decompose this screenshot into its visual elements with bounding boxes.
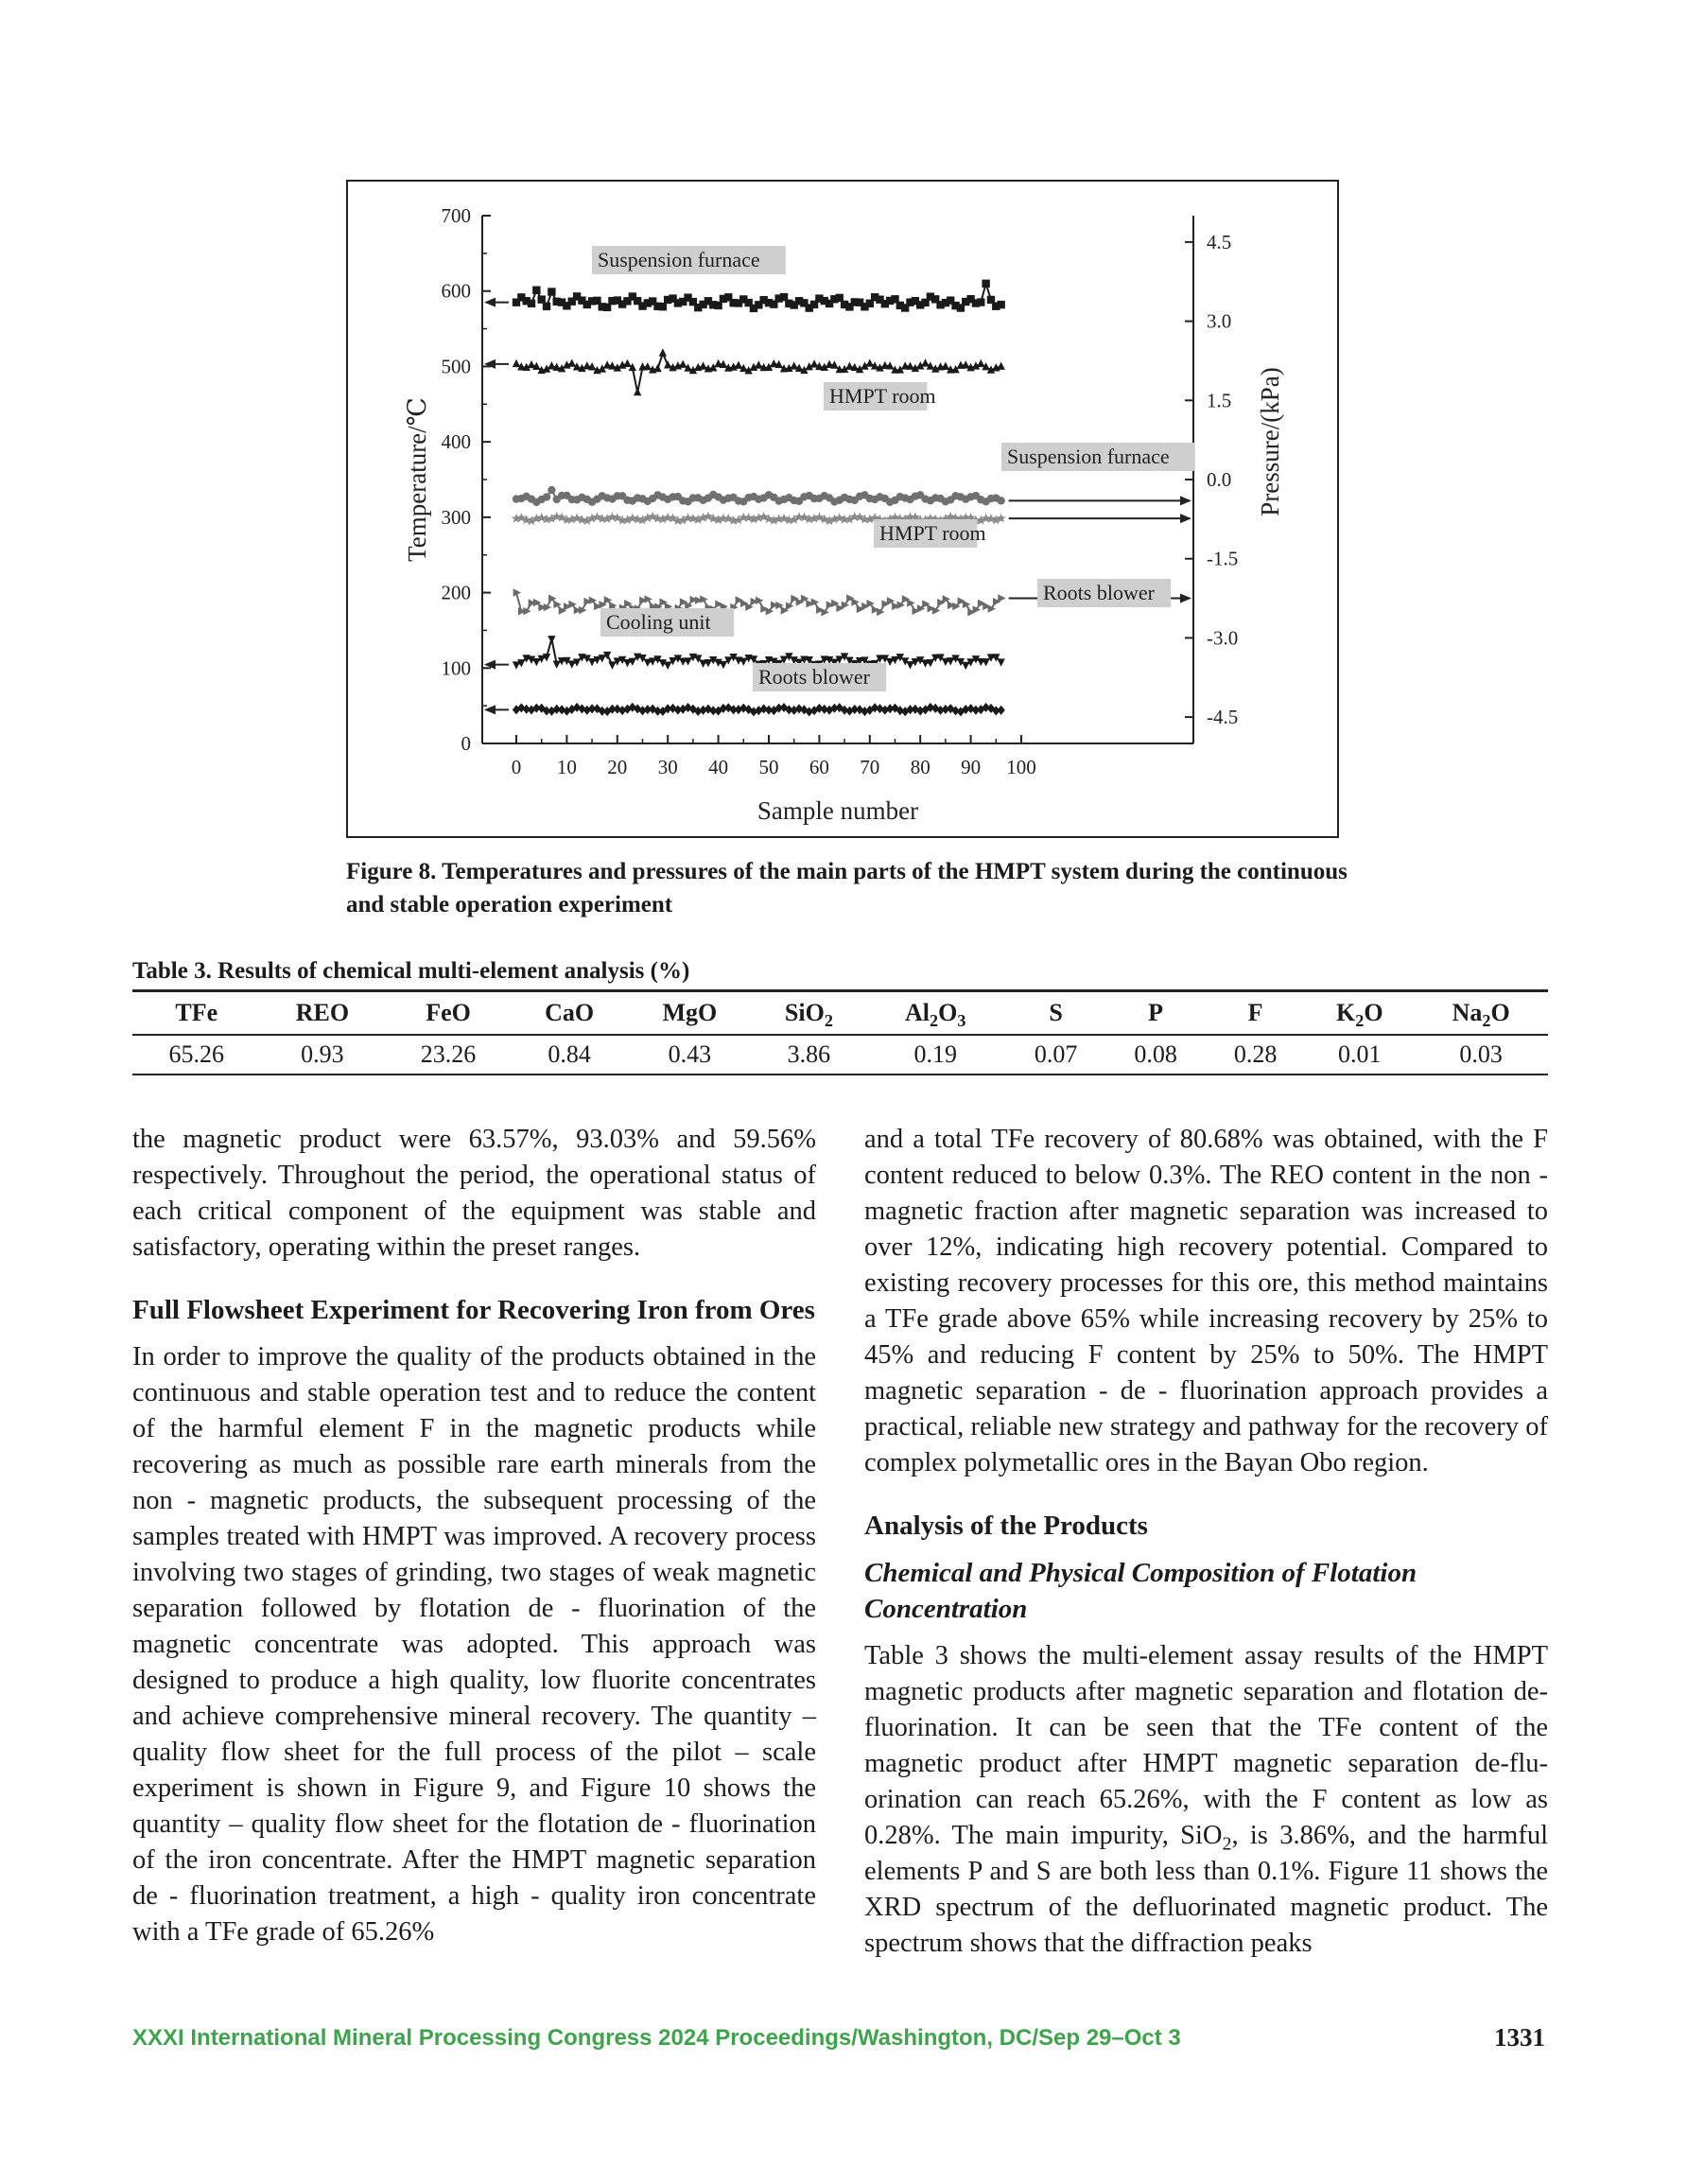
right-column: [864, 1122, 1548, 1962]
data-point: [548, 636, 555, 643]
x-axis-title: Sample number: [757, 796, 919, 825]
left-tick-label: 500: [441, 355, 471, 378]
left-tick-label: 400: [441, 430, 471, 454]
series-label: [753, 663, 886, 691]
x-tick-label: 80: [910, 756, 930, 778]
right-tick-label: -3.0: [1207, 626, 1239, 650]
data-point: [532, 658, 540, 666]
data-point: [623, 359, 631, 367]
table-header-cell: [261, 991, 385, 1035]
data-point: [977, 359, 984, 367]
data-point: [866, 358, 874, 366]
table-row: [132, 1035, 1548, 1075]
table-cell: 0.19: [865, 1035, 1006, 1075]
analysis-table: [132, 989, 1548, 1075]
series-label-text: Roots blower: [1043, 581, 1155, 604]
data-point: [543, 303, 550, 310]
paragraph: and a total TFe recovery of 80.68% was obtained, with the F content reduced to below 0.3%. The REO content in the non - magnetic fraction after magnetic separation was increased to over 12%, indicating high recovery potential. Compared to existing recovery processes for this ore, this method maintains a TFe grade above 65% while increasing recovery by 25% to 45% and reducing F content by 25% to 50%. The HMPT magnetic separation - de - fluorination approach provides a practical, reliable new strategy and pathway for the recovery of complex polymetallic ores in the Bayan Obo region.: [864, 1125, 1548, 1477]
text-run: REO: [295, 998, 350, 1026]
footer-conference: XXXI International Mineral Processing Congress 2024 Proceedings/Washington, DC/Sep 29–Oct 3: [132, 2025, 1181, 2051]
right-tick-label: -1.5: [1207, 547, 1239, 570]
left-tick-label: 600: [441, 279, 471, 303]
data-point: [528, 300, 535, 307]
paragraph: [864, 1638, 1548, 1962]
subscript: 2: [1355, 1010, 1365, 1030]
subscript: 2: [824, 1010, 833, 1030]
right-tick-label: -4.5: [1207, 706, 1239, 729]
data-point: [997, 706, 1004, 715]
left-column: [132, 1122, 816, 1950]
table-cell: 0.28: [1206, 1035, 1305, 1075]
data-point: [513, 359, 520, 367]
data-point: [851, 598, 859, 605]
table-header-cell: [626, 991, 753, 1035]
paragraph: In order to improve the quality of the products obtained in the continuous and stable operation test and to reduce the content of the harmful element F in the magnetic products while recovering as much as possible rare earth minerals from the non - magnetic products, the subsequent processing of the samples treated with HMPT was improved. A recovery process involving two stages of grinding, two stages of weak magnetic separation followed by flotation de - fluorination of the magnetic concentrate was adopted. This approach was designed to produce a high quality, low fluorite concentrates and achieve comprehensive mineral recovery. The quantity – quality flow sheet for the full process of the pilot – scale experiment is shown in Figure 9, and Figure 10 shows the quantity – quality flow sheet for the flotation de - fluorination of the iron concentrate. After the HMPT magnetic separation de - fluorination treatment, a high - quality iron concentrate with a TFe grade of 65.26%: [132, 1342, 816, 1947]
data-point: [942, 362, 949, 370]
text-run: O: [1490, 998, 1510, 1026]
data-point: [810, 359, 818, 367]
data-point: [866, 600, 874, 607]
table-cell: 0.93: [261, 1035, 385, 1075]
left-tick-label: 0: [461, 732, 471, 755]
subscript: 3: [957, 1010, 966, 1030]
table-header-cell: [753, 991, 864, 1035]
x-tick-label: 50: [758, 756, 779, 778]
data-point: [739, 658, 747, 666]
table-caption: Table 3. Results of chemical multi-element analysis (%): [132, 958, 690, 984]
data-point: [634, 388, 641, 395]
text-run: S: [1049, 998, 1063, 1026]
series-label: [600, 608, 734, 637]
text-run: F: [1247, 998, 1263, 1026]
series-label-text: HMPT room: [829, 384, 936, 408]
data-point: [589, 597, 597, 604]
data-point: [548, 594, 556, 602]
table-header-cell: [384, 991, 513, 1035]
arrow-head: [1180, 514, 1191, 523]
left-tick-label: 700: [441, 204, 471, 227]
data-point: [538, 295, 546, 303]
dual-axis-line-chart: [348, 182, 1337, 836]
text-run: TFe: [175, 998, 218, 1026]
paragraph: the magnetic product were 63.57%, 93.03% and 59.56% respectively. Throughout the period, the operational status of each critical component of the equipment was stable and satisfactory, operating within the preset ranges.: [132, 1125, 816, 1262]
data-point: [608, 661, 616, 669]
text-run: CaO: [545, 998, 595, 1026]
subscript: 2: [1222, 1833, 1232, 1855]
data-point: [553, 601, 561, 608]
arrow-head: [484, 298, 496, 307]
data-point: [906, 661, 913, 669]
text-run: MgO: [662, 998, 718, 1026]
data-point: [921, 358, 929, 366]
subsection-heading: Chemical and Physical Composition of Flotation Concentration: [864, 1558, 1417, 1624]
subscript: 2: [930, 1010, 939, 1030]
figure-8-chart: [346, 180, 1339, 838]
data-point: [679, 359, 687, 367]
data-point: [553, 661, 561, 669]
data-point: [998, 594, 1005, 602]
table-header-cell: [865, 991, 1006, 1035]
table-header-cell: [132, 991, 261, 1035]
series-label: [1037, 579, 1171, 607]
data-point: [653, 364, 661, 372]
data-point: [766, 607, 774, 615]
right-tick-label: 1.5: [1207, 389, 1232, 412]
page-number: 1331: [1494, 2023, 1545, 2052]
table-header-cell: [1305, 991, 1414, 1035]
section-heading: Analysis of the Products: [864, 1511, 1148, 1541]
text-run: FeO: [426, 998, 471, 1026]
figure-caption: Figure 8. Temperatures and pressures of the main parts of the HMPT system during the continuous and stable operation experiment: [346, 859, 1348, 917]
series-label-text: Suspension furnace: [598, 248, 760, 271]
series-label-text: Roots blower: [758, 665, 870, 689]
table-header-row: [132, 991, 1548, 1035]
table-header-cell: [1414, 991, 1548, 1035]
series-label-text: Cooling unit: [606, 610, 711, 634]
table-cell: 65.26: [132, 1035, 261, 1075]
section-heading: Full Flowsheet Experiment for Recovering Iron from Ores: [132, 1295, 815, 1325]
text-run: , is 3.86%, and the harmful elements P and S are both less than 0.1%. Figure 11 shows the XRD spectrum of the defluorinated magnetic product. The spectrum shows that the diffraction peaks: [864, 1821, 1549, 1958]
table-cell: 0.01: [1305, 1035, 1414, 1075]
data-point: [720, 661, 727, 669]
table-header-cell: [513, 991, 627, 1035]
text-run: K: [1336, 998, 1356, 1026]
text-run: Al: [905, 998, 930, 1026]
series-label-text: HMPT room: [879, 521, 986, 545]
data-point: [664, 662, 671, 670]
data-point: [997, 301, 1004, 308]
data-point: [664, 360, 671, 368]
data-point: [735, 360, 742, 368]
data-point: [659, 303, 667, 310]
data-point: [548, 486, 555, 494]
table-cell: 0.07: [1006, 1035, 1105, 1075]
table-header-cell: [1006, 991, 1105, 1035]
series-label-text: Suspension furnace: [1007, 445, 1170, 468]
text-run: Table 3 shows the multi-element assay results of the HMPT magnetic products after magnetic separation and flotation de-fluorination. It can be seen that the TFe content of the magnetic product after HMPT magnetic separation de-fluorination can reach 65.26%, with the F content as low as 0.28%. The main impurity, SiO: [864, 1641, 1548, 1850]
table-cell: 0.84: [513, 1035, 627, 1075]
right-tick-label: 4.5: [1207, 230, 1232, 253]
data-point: [532, 287, 540, 294]
data-point: [997, 362, 1004, 370]
table-header-cell: [1105, 991, 1205, 1035]
data-point: [962, 662, 969, 670]
table-cell: 0.03: [1414, 1035, 1548, 1075]
y-left-axis-title: Temperature/℃: [403, 397, 431, 562]
table-header-cell: [1206, 991, 1305, 1035]
left-tick-label: 200: [441, 581, 471, 604]
text-run: SiO: [784, 998, 825, 1026]
data-point: [543, 493, 550, 500]
left-tick-label: 300: [441, 505, 471, 529]
data-point: [755, 360, 762, 368]
data-point: [973, 605, 981, 613]
subscript: 2: [1482, 1010, 1491, 1030]
arrow-head: [1180, 496, 1191, 505]
x-tick-label: 70: [860, 756, 880, 778]
series-label: [1001, 443, 1195, 471]
data-point: [997, 497, 1004, 504]
table-cell: 0.43: [626, 1035, 753, 1075]
x-tick-label: 40: [708, 756, 729, 778]
x-tick-label: 20: [607, 756, 628, 778]
text-run: O: [938, 998, 958, 1026]
data-point: [548, 288, 555, 295]
data-point: [977, 298, 984, 306]
right-tick-label: 3.0: [1207, 309, 1232, 333]
data-point: [982, 280, 989, 288]
x-tick-label: 60: [809, 756, 829, 778]
x-tick-label: 30: [657, 756, 678, 778]
table-cell: 23.26: [384, 1035, 513, 1075]
series-label: [874, 519, 986, 548]
arrow-head: [1180, 594, 1191, 603]
text-run: Na: [1452, 998, 1483, 1026]
x-tick-label: 100: [1006, 756, 1036, 778]
table-cell: 3.86: [753, 1035, 864, 1075]
data-point: [943, 595, 950, 603]
data-point: [997, 658, 1004, 666]
x-tick-label: 0: [511, 756, 522, 778]
text-run: P: [1148, 998, 1164, 1026]
series-label: [824, 382, 936, 411]
data-point: [842, 602, 849, 609]
text-run: O: [1364, 998, 1383, 1026]
left-tick-label: 100: [441, 656, 471, 680]
x-tick-label: 90: [961, 756, 982, 778]
data-point: [568, 358, 576, 366]
data-point: [659, 348, 667, 356]
data-point: [699, 361, 706, 369]
table-cell: 0.08: [1105, 1035, 1205, 1075]
right-tick-label: 0.0: [1207, 468, 1232, 491]
data-point: [988, 604, 996, 612]
y-right-axis-title: Pressure/(kPa): [1256, 367, 1284, 516]
series-label: [592, 246, 786, 274]
x-tick-label: 10: [556, 756, 577, 778]
